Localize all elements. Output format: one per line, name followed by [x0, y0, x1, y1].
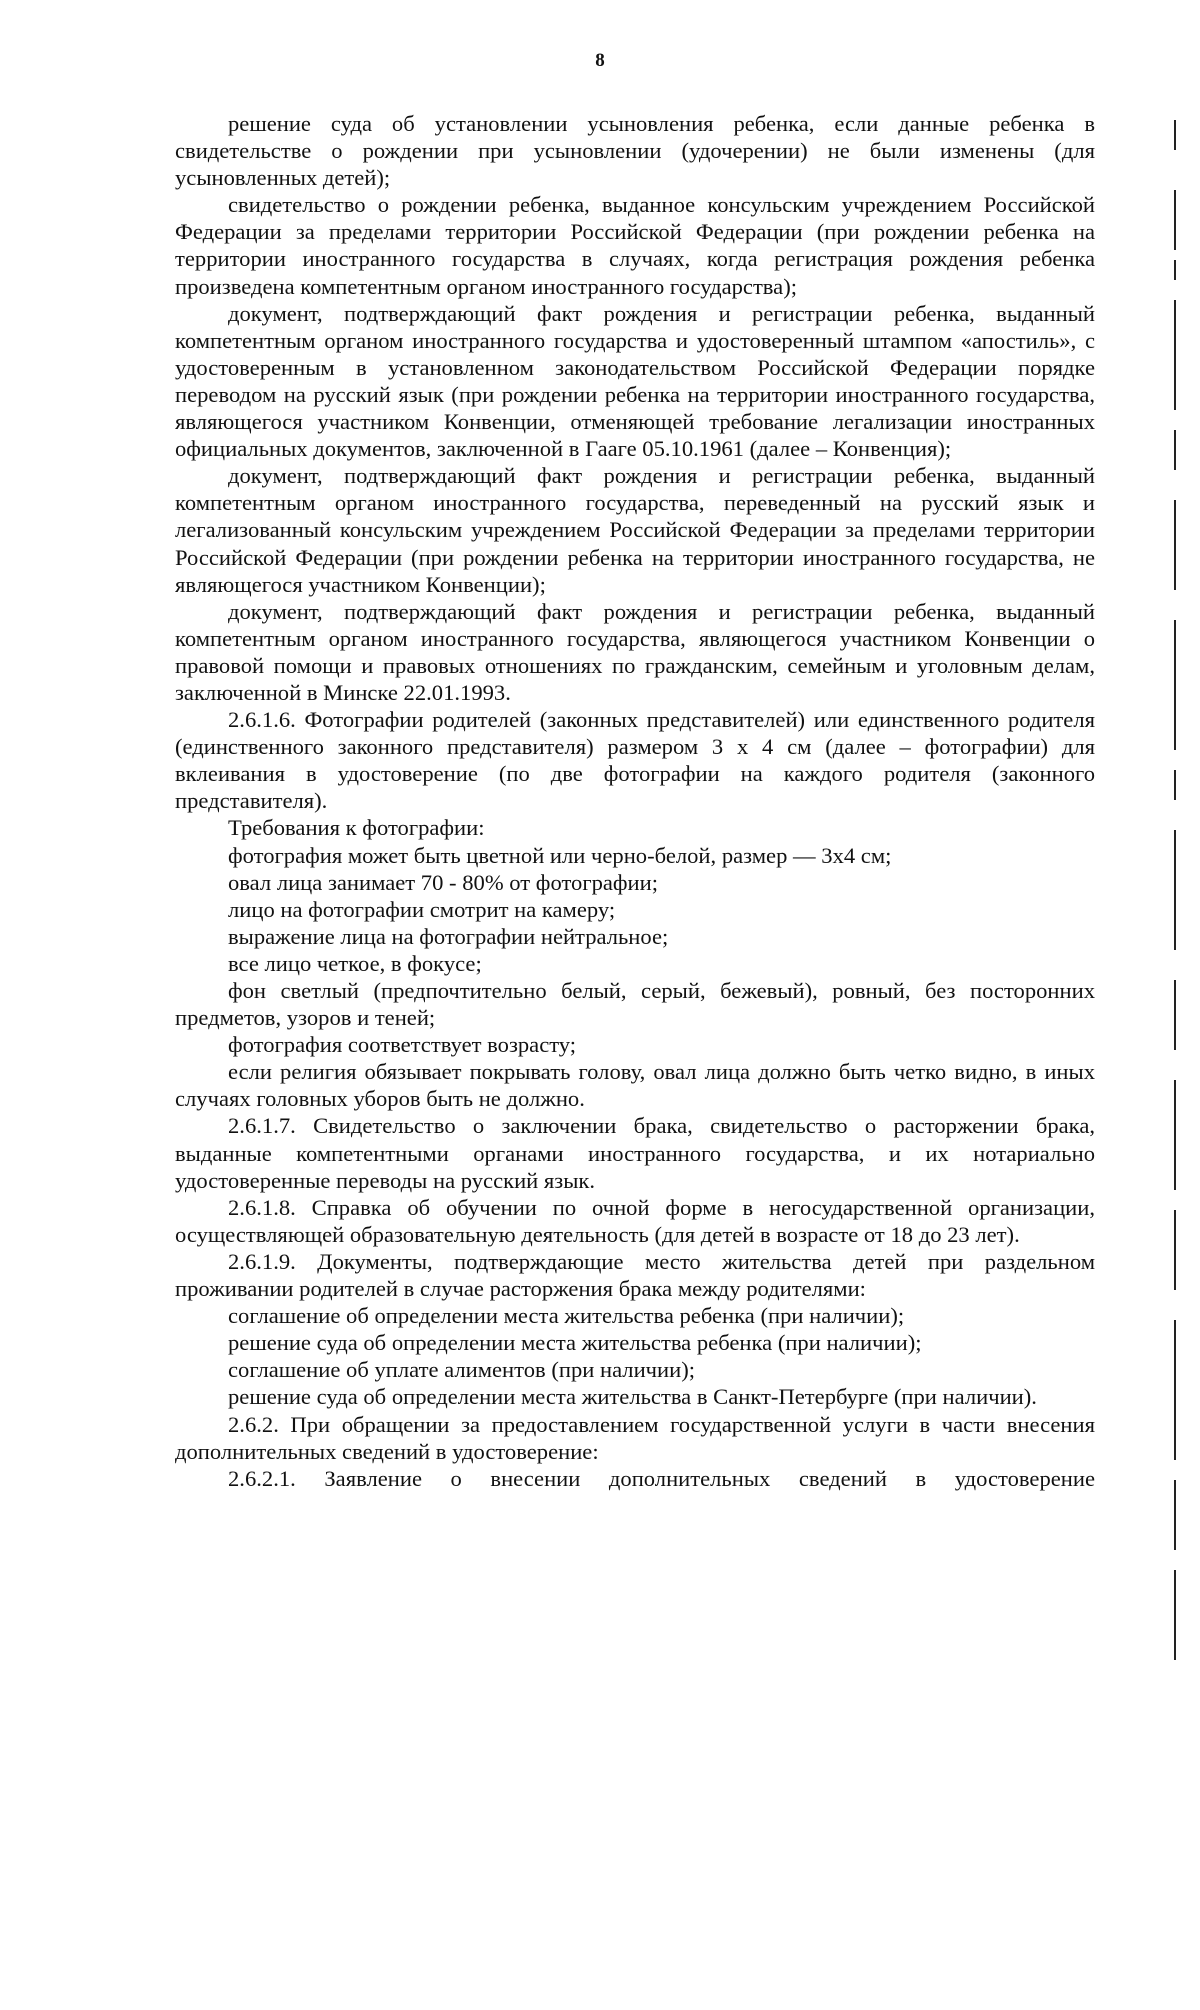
paragraph-legalized-document: документ, подтверждающий факт рождения и регистрации ребенка, выданный компетентным органом иностранного государства, переведенный на русский язык и легализованный консульским учреждением Российской Федерации за пределами территории Российской Федерации (при рождении ребенка на территории иностранного государства, не являющегося участником Конвенции); [175, 463, 1095, 597]
photo-requirement-color: фотография может быть цветной или черно-белой, размер — 3х4 см; [228, 842, 892, 868]
paragraph-minsk-convention-document: документ, подтверждающий факт рождения и регистрации ребенка, выданный компетентным органом иностранного государства, являющегося участником Конвенции о правовой помощи и правовых отношениях по гражданским, семейным и уголовным делам, заключенной в Минске 22.01.1993. [175, 598, 1095, 705]
photo-requirement-background: фон светлый (предпочтительно белый, серый, бежевый), ровный, без посторонних предметов, узоров и теней; [175, 978, 1095, 1031]
paragraph-2-6-1-9-residence-documents: 2.6.1.9. Документы, подтверждающие место жительства детей при раздельном проживании родителей в случае расторжения брака между родителями: [175, 1248, 1095, 1302]
photo-requirement-age: фотография соответствует возрасту; [228, 1032, 577, 1058]
photo-requirement-camera: лицо на фотографии смотрит на камеру; [228, 896, 616, 922]
residence-item-agreement: соглашение об определении места жительства ребенка (при наличии); [228, 1303, 905, 1329]
photo-requirements-heading: Требования к фотографии: [228, 815, 485, 841]
paragraph-2-6-2-additional-info: 2.6.2. При обращении за предоставлением государственной услуги в части внесения дополнительных сведений в удостоверение: [175, 1411, 1095, 1464]
photo-requirement-face-oval: овал лица занимает 70 - 80% от фотографии; [228, 869, 659, 895]
paragraph-2-6-1-6-photos: 2.6.1.6. Фотографии родителей (законных представителей) или единственного родителя (единственного законного представителя) размером 3 х 4 см (далее – фотографии) для вклеивания в удостоверение (по две фотографии на каждого родителя (законного представителя). [175, 707, 1095, 814]
paragraph-apostille-document: документ, подтверждающий факт рождения и регистрации ребенка, выданный компетентным органом иностранного государства и удостоверенный штампом «апостиль», с удостоверенным в установленном законодательством Российской Федерации порядке переводом на русский язык (при рождении ребенка на территории иностранного государства, являющегося участником Конвенции, отменяющей требование легализации иностранных официальных документов, заключенной в Гааге 05.10.1961 (далее – Конвенция); [175, 300, 1095, 462]
photo-requirement-headwear: если религия обязывает покрывать голову, овал лица должно быть четко видно, в иных случаях головных уборов быть не должно. [175, 1059, 1095, 1112]
page-number: 8 [595, 50, 605, 71]
document-body [175, 110, 1095, 1492]
photo-requirement-focus: все лицо четкое, в фокусе; [228, 950, 482, 976]
residence-item-court-decision: решение суда об определении места жительства ребенка (при наличии); [228, 1330, 922, 1356]
paragraph-2-6-2-1-application: 2.6.2.1. Заявление о внесении дополнительных сведений в удостоверение [228, 1465, 1095, 1491]
scan-edge-artifact [1170, 100, 1180, 1680]
residence-item-court-spb: решение суда об определении места жительства в Санкт-Петербурге (при наличии). [228, 1384, 1037, 1410]
paragraph-2-6-1-7-marriage-certificate: 2.6.1.7. Свидетельство о заключении брака, свидетельство о расторжении брака, выданные компетентными органами иностранного государства, и их нотариально удостоверенные переводы на русский язык. [175, 1113, 1095, 1193]
photo-requirement-expression: выражение лица на фотографии нейтральное; [228, 923, 669, 949]
paragraph-court-adoption: решение суда об установлении усыновления ребенка, если данные ребенка в свидетельстве о рождении при усыновлении (удочерении) не были изменены (для усыновленных детей); [175, 111, 1095, 191]
paragraph-consular-birth-certificate: свидетельство о рождении ребенка, выданное консульским учреждением Российской Федерации за пределами территории Российской Федерации (при рождении ребенка на территории иностранного государства в случаях, когда регистрация рождения ребенка произведена компетентным органом иностранного государства); [175, 192, 1095, 299]
residence-item-alimony: соглашение об уплате алиментов (при наличии); [228, 1357, 696, 1383]
paragraph-2-6-1-8-education-certificate: 2.6.1.8. Справка об обучении по очной форме в негосударственной организации, осуществляющей образовательную деятельность (для детей в возрасте от 18 до 23 лет). [175, 1194, 1095, 1247]
